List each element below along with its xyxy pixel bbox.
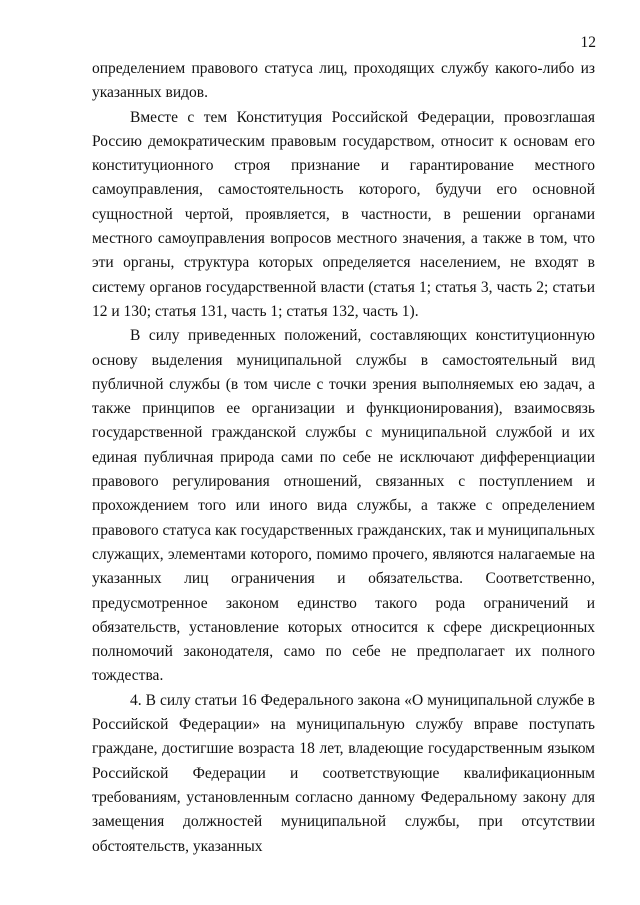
paragraph-differentiation: В силу приведенных положений, составляющих конституционную основу выделения муниципальной службы в самостоятельный вид публичной службы (в том числе с точки зрения выполняемых ею задач, а также принципов ее организации и функционирования), взаимосвязь государственной гражданской службы с муниципальной службой и их единая публичная природа сами по себе не исключают дифференциации правового регулирования отношений, связанных с поступлением и прохождением того или иного вида службы, а также с определением правового статуса как государственных гражданских, так и муниципальных служащих, элементами которого, помимо прочего, являются налагаемые на указанных лиц ограничения и обязательства. Соответственно, предусмотренное законом единство такого рода ограничений и обязательств, установление которых относится к сфере дискреционных полномочий законодателя, само по себе не предполагает их полного тождества. [92,327,595,685]
paragraph-article-16: 4. В силу статьи 16 Федерального закона «О муниципальной службе в Российской Федерации» на муниципальную службу вправе поступать граждане, достигшие возраста 18 лет, владеющие государственным языком Российской Федерации и соответствующие квалификационным требованиям, установленным согласно данному Федеральному закону для замещения должностей муниципальной службы, при отсутствии обстоятельств, указанных [92,691,595,855]
paragraph-continuation: определением правового статуса лиц, проходящих службу какого-либо из указанных видов. [92,60,595,102]
document-body [92,57,595,859]
paragraph-constitution: Вместе с тем Конституция Российской Федерации, провозглашая Россию демократическим правовым государством, относит к основам его конституционного строя признание и гарантирование местного самоуправления, самостоятельность которого, будучи его основной сущностной чертой, проявляется, в частности, в решении органами местного самоуправления вопросов местного значения, а также в том, что эти органы, структура которых определяется населением, не входят в систему органов государственной власти (статья 1; статья 3, часть 2; статьи 12 и 130; статья 131, часть 1; статья 132, часть 1). [92,108,595,320]
page-number: 12 [580,34,596,51]
